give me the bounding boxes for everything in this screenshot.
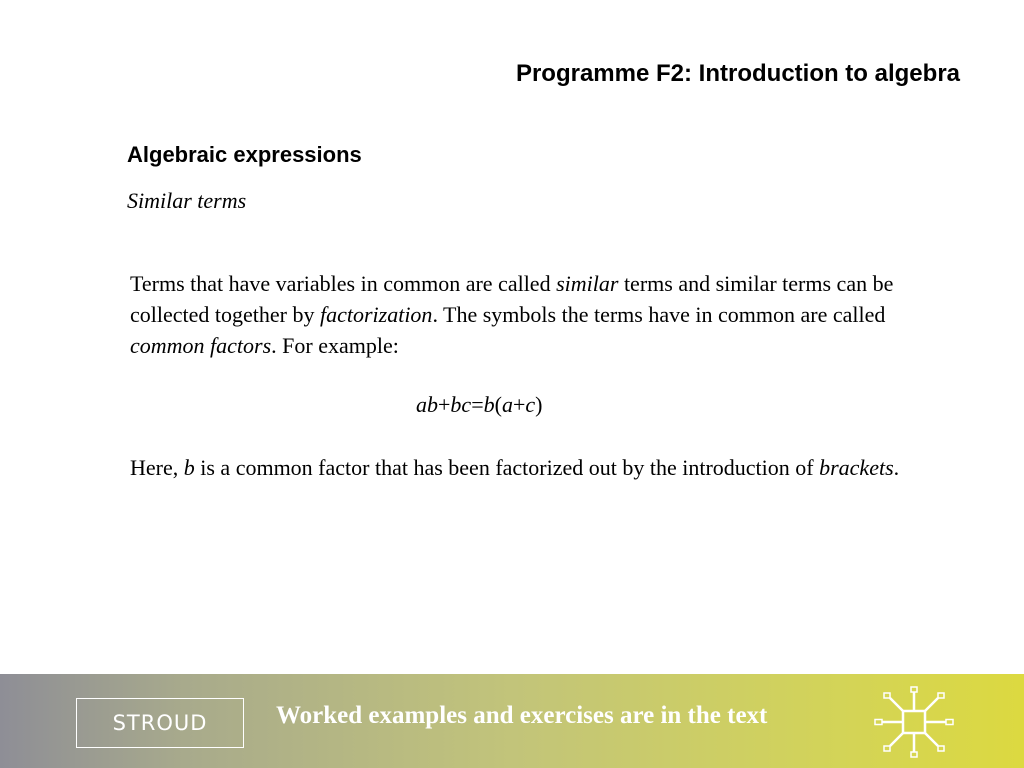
paragraph-text: . The symbols the terms have in common are called [432, 302, 886, 327]
paragraph-text: terms and similar terms can be collected together by [130, 271, 894, 327]
subheading: Similar terms [127, 188, 247, 213]
section-heading: Algebraic expressions [127, 142, 362, 167]
eq-operator: + [512, 392, 526, 417]
eq-term: b [483, 392, 495, 417]
paragraph-text: is a common factor that has been factorized out by the introduction of [194, 455, 820, 480]
eq-term: c [525, 392, 536, 417]
eq-bracket: ) [535, 392, 543, 417]
eq-term: a [501, 392, 513, 417]
stroud-logo [76, 698, 244, 748]
term-common-factors: common factors [130, 333, 272, 358]
slide-title: Programme F2: Introduction to algebra [515, 60, 960, 87]
eq-operator: + [438, 392, 451, 417]
logo-text: STROUD [112, 711, 208, 735]
factorization-equation [416, 392, 542, 418]
paragraph-text: . [893, 455, 900, 480]
eq-operator: = [471, 392, 484, 417]
term-similar: similar [556, 271, 619, 296]
term-factorization: factorization [319, 302, 433, 327]
paragraph-text: . For example: [271, 333, 399, 358]
footer-tagline: Worked examples and exercises are in the text [276, 702, 768, 729]
eq-term: bc [450, 392, 472, 417]
paragraph-text: Terms that have variables in common are called [130, 271, 557, 296]
paragraph-text: Here, [130, 455, 184, 480]
term-b: b [183, 455, 195, 480]
eq-term: ab [416, 392, 438, 417]
common-factor-paragraph [130, 452, 910, 483]
eq-bracket: ( [494, 392, 502, 417]
term-brackets: brackets [819, 455, 894, 480]
network-node-icon [870, 684, 958, 760]
footer-bar [0, 674, 1024, 768]
similar-terms-paragraph [130, 268, 910, 361]
